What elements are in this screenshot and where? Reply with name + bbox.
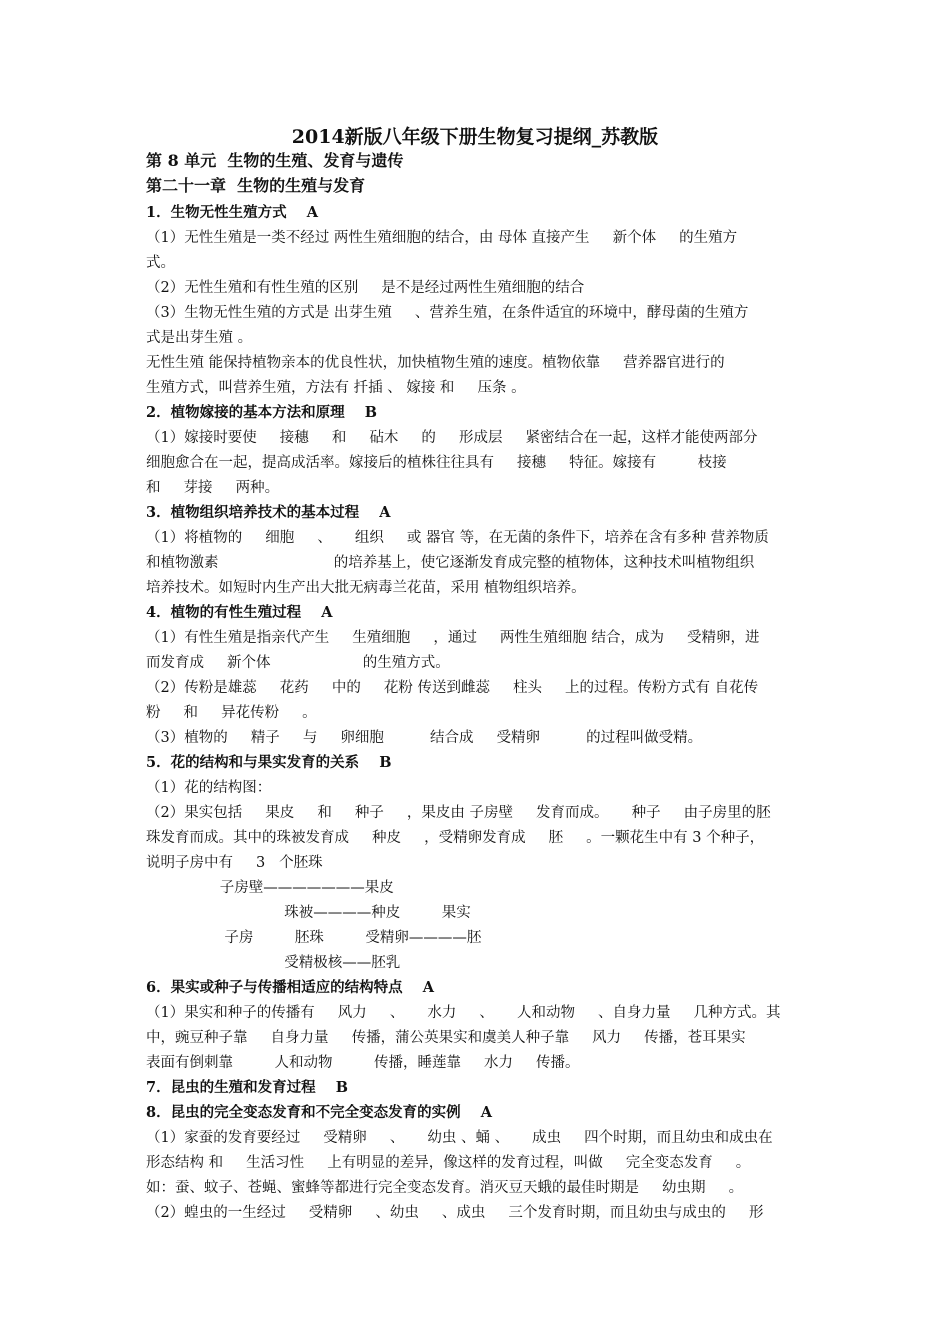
section-heading: 2．植物嫁接的基本方法和原理 B: [146, 404, 378, 421]
text-line: （1）果实和种子的传播有 风力 、 水力 、 人和动物 、自身力量 几种方式。其: [146, 1005, 781, 1021]
chapter-heading: 第二十一章 生物的生殖与发育: [146, 177, 366, 195]
text-line: 子房壁———————果皮: [146, 880, 394, 896]
text-line: （2）传粉是雄蕊 花药 中的 花粉 传送到雌蕊 柱头 上的过程。传粉方式有 自花传: [146, 680, 759, 696]
text-line: （1）无性生殖是一类不经过 两性生殖细胞的结合，由 母体 直接产生 新个体 的生殖方: [146, 230, 738, 246]
text-line: 式是出芽生殖 。: [146, 330, 253, 346]
text-line: （2）果实包括 果皮 和 种子 ，果皮由 子房壁 发育而成。 种子 由子房里的胚: [146, 805, 771, 821]
text-line: 细胞愈合在一起，提高成活率。嫁接后的植株往往具有 接穗 特征。嫁接有 枝接: [146, 455, 727, 471]
section-heading: 6．果实或种子与传播相适应的结构特点 A: [146, 979, 435, 996]
section-heading: 5．花的结构和与果实发育的关系 B: [146, 754, 392, 771]
text-line: 珠被————种皮 果实: [146, 905, 471, 921]
text-line: 受精极核——胚乳: [146, 955, 401, 971]
section-heading: 1．生物无性生殖方式 A: [146, 204, 319, 221]
section-heading: 7．昆虫的生殖和发育过程 B: [146, 1079, 349, 1096]
text-line: （3）植物的 精子 与 卵细胞 结合成 受精卵 的过程叫做受精。: [146, 730, 703, 746]
text-line: （2）蝗虫的一生经过 受精卵 、幼虫 、成虫 三个发育时期，而且幼虫与成虫的 形: [146, 1205, 764, 1221]
text-line: 粉 和 异花传粉 。: [146, 705, 317, 721]
section-heading: 3．植物组织培养技术的基本过程 A: [146, 504, 391, 521]
text-line: 说明子房中有 3 个胚珠: [146, 855, 323, 871]
section-heading: 4．植物的有性生殖过程 A: [146, 604, 333, 621]
document-title: 2014新版八年级下册生物复习提纲_苏教版: [291, 126, 659, 148]
text-line: 和植物激素 的培养基上，使它逐渐发育成完整的植物体，这种技术叫植物组织: [146, 555, 755, 571]
text-line: （1）花的结构图：: [146, 780, 272, 796]
text-line: 培养技术。如短时内生产出大批无病毒兰花苗，采用 植物组织培养。: [146, 580, 586, 596]
text-line: 中，豌豆种子靠 自身力量 传播，蒲公英果实和虞美人种子靠 风力 传播，苍耳果实: [146, 1030, 746, 1046]
text-line: （1）家蚕的发育要经过 受精卵 、 幼虫 、蛹 、 成虫 四个时期，而且幼虫和成虫在: [146, 1130, 773, 1146]
text-line: 生殖方式，叫营养生殖，方法有 扦插 、 嫁接 和 压条 。: [146, 380, 526, 396]
text-line: （1）将植物的 细胞 、 组织 或 器官 等，在无菌的条件下，培养在含有多种 营养物质: [146, 530, 769, 546]
text-line: （1）有性生殖是指亲代产生 生殖细胞 ，通过 两性生殖细胞 结合，成为 受精卵，进: [146, 630, 760, 646]
text-line: 如：蚕、蚊子、苍蝇、蜜蜂等都进行完全变态发育。消灭豆天蛾的最佳时期是 幼虫期 。: [146, 1180, 744, 1196]
text-line: 而发育成 新个体 的生殖方式。: [146, 655, 450, 671]
section-heading: 8．昆虫的完全变态发育和不完全变态发育的实例 A: [146, 1104, 493, 1121]
text-line: 表面有倒刺靠 人和动物 传播，睡莲靠 水力 传播。: [146, 1055, 580, 1071]
text-line: 形态结构 和 生活习性 上有明显的差异，像这样的发育过程，叫做 完全变态发育 。: [146, 1155, 751, 1171]
text-line: 珠发育而成。其中的珠被发育成 种皮 ，受精卵发育成 胚 。一颗花生中有 3 个种子，: [146, 830, 765, 846]
text-line: （3）生物无性生殖的方式是 出芽生殖 、营养生殖，在条件适宜的环境中，酵母菌的生殖方: [146, 305, 749, 321]
text-line: 子房 胚珠 受精卵————胚: [146, 930, 482, 946]
text-line: 无性生殖 能保持植物亲本的优良性状，加快植物生殖的速度。植物依靠 营养器官进行的: [146, 355, 725, 371]
text-line: 和 芽接 两种。: [146, 480, 280, 496]
text-line: 式。: [146, 255, 175, 271]
text-line: （1）嫁接时要使 接穗 和 砧木 的 形成层 紧密结合在一起，这样才能使两部分: [146, 430, 758, 446]
unit-heading: 第 8 单元 生物的生殖、发育与遗传: [146, 152, 404, 170]
text-line: （2）无性生殖和有性生殖的区别 是不是经过两性生殖细胞的结合: [146, 280, 585, 296]
